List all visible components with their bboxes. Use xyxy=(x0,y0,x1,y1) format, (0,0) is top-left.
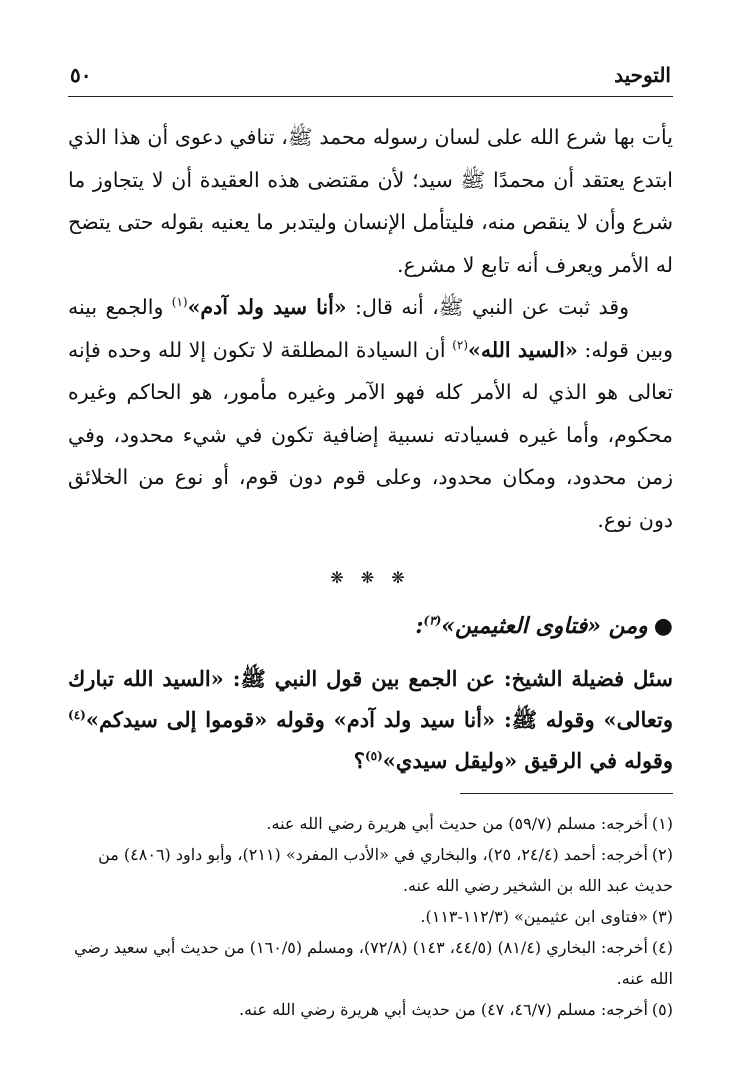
page-number: ٥٠ xyxy=(70,63,92,87)
paragraph-2-intro: وقد ثبت عن النبي ﷺ، أنه قال: xyxy=(346,295,630,319)
footnote-2 xyxy=(68,839,673,901)
paragraph-2-mid: والجمع بينه وبين قوله: xyxy=(68,295,673,362)
footnote-ref-2[interactable]: (٢) xyxy=(452,337,469,352)
footnote-ref-1[interactable]: (١) xyxy=(171,295,188,310)
section-heading xyxy=(68,606,673,646)
footnote-number: (٥) xyxy=(651,1000,673,1019)
footnote-ref-4[interactable]: (٤) xyxy=(68,708,86,722)
footnotes xyxy=(68,808,673,1025)
footnote-4 xyxy=(68,932,673,994)
footnote-number: (١) xyxy=(651,814,673,833)
footnote-text: «فتاوى ابن عثيمين» (١١٢/٣-١١٣). xyxy=(420,907,648,926)
paragraph-2-rest: أن السيادة المطلقة لا تكون إلا لله وحده فإنه تعالى هو الذي له الأمر كله فهو الآمر وغيره مأمور، هو الحاكم وغيره محكوم، وأما غيره فسيادته نسبية إضافية تكون في شيء محدود، وفي زمن محدود، ومكان محدود، وعلى قوم دون قوم، أو نوع من الخلائق دون نوع. xyxy=(68,337,673,532)
fatwa-question xyxy=(68,658,673,781)
footnote-divider xyxy=(460,793,673,794)
question-text-b: وقوله في الرقيق «وليقل سيدي» xyxy=(382,748,673,773)
footnote-number: (٣) xyxy=(651,907,673,926)
footnote-1 xyxy=(68,808,673,839)
footnote-text: أخرجه: أحمد (٢٤/٤، ٢٥)، والبخاري في «الأدب المفرد» (٢١١)، وأبو داود (٤٨٠٦) من حديث عبد الله بن الشخير رضي الله عنه. xyxy=(98,845,673,895)
running-header xyxy=(70,60,671,90)
footnote-text: أخرجه: البخاري (٨١/٤) (٤٤/٥، ١٤٣) (٧٢/٨)، ومسلم (١٦٠/٥) من حديث أبي سعيد رضي الله عنه. xyxy=(73,938,673,988)
footnote-number: (٤) xyxy=(651,938,673,957)
hadith-quote-1: «أنا سيد ولد آدم» xyxy=(187,295,347,319)
main-text xyxy=(68,116,673,541)
bullet-icon: ● xyxy=(653,613,673,639)
footnote-ref-5[interactable]: (٥) xyxy=(364,749,383,763)
question-text-a: سئل فضيلة الشيخ: عن الجمع بين قول النبي ﷺ: «السيد الله تبارك وتعالى» وقوله ﷺ: «أنا سيد ولد آدم» وقوله «قوموا إلى سيدكم» xyxy=(68,666,673,732)
header-divider xyxy=(68,96,673,97)
header-title: التوحيد xyxy=(614,63,671,87)
footnote-ref-3[interactable]: (٣) xyxy=(423,613,442,628)
footnote-3 xyxy=(68,901,673,932)
footnote-text: أخرجه: مسلم (٤٦/٧، ٤٧) من حديث أبي هريرة رضي الله عنه. xyxy=(238,1000,648,1019)
section-heading-text: ومن «فتاوى العثيمين» xyxy=(441,613,648,639)
footnote-text: أخرجه: مسلم (٥٩/٧) من حديث أبي هريرة رضي الله عنه. xyxy=(266,814,648,833)
footnote-5 xyxy=(68,994,673,1025)
section-separator: ❋ ❋ ❋ xyxy=(330,568,411,587)
paragraph-2 xyxy=(68,286,673,541)
footnote-number: (٢) xyxy=(651,845,673,864)
question-text-end: ؟ xyxy=(353,748,365,773)
section-heading-colon: : xyxy=(415,613,424,639)
hadith-quote-2: «السيد الله» xyxy=(468,337,578,362)
paragraph-1: يأت بها شرع الله على لسان رسوله محمد ﷺ، تنافي دعوى أن هذا الذي ابتدع يعتقد أن محمدًا ﷺ سيد؛ لأن مقتضى هذه العقيدة أن لا يتجاوز ما شرع وأن لا ينقص منه، فليتأمل الإنسان وليتدبر ما يعنيه بقوله حتى يتضح له الأمر ويعرف أنه تابع لا مشرع. xyxy=(68,125,673,277)
